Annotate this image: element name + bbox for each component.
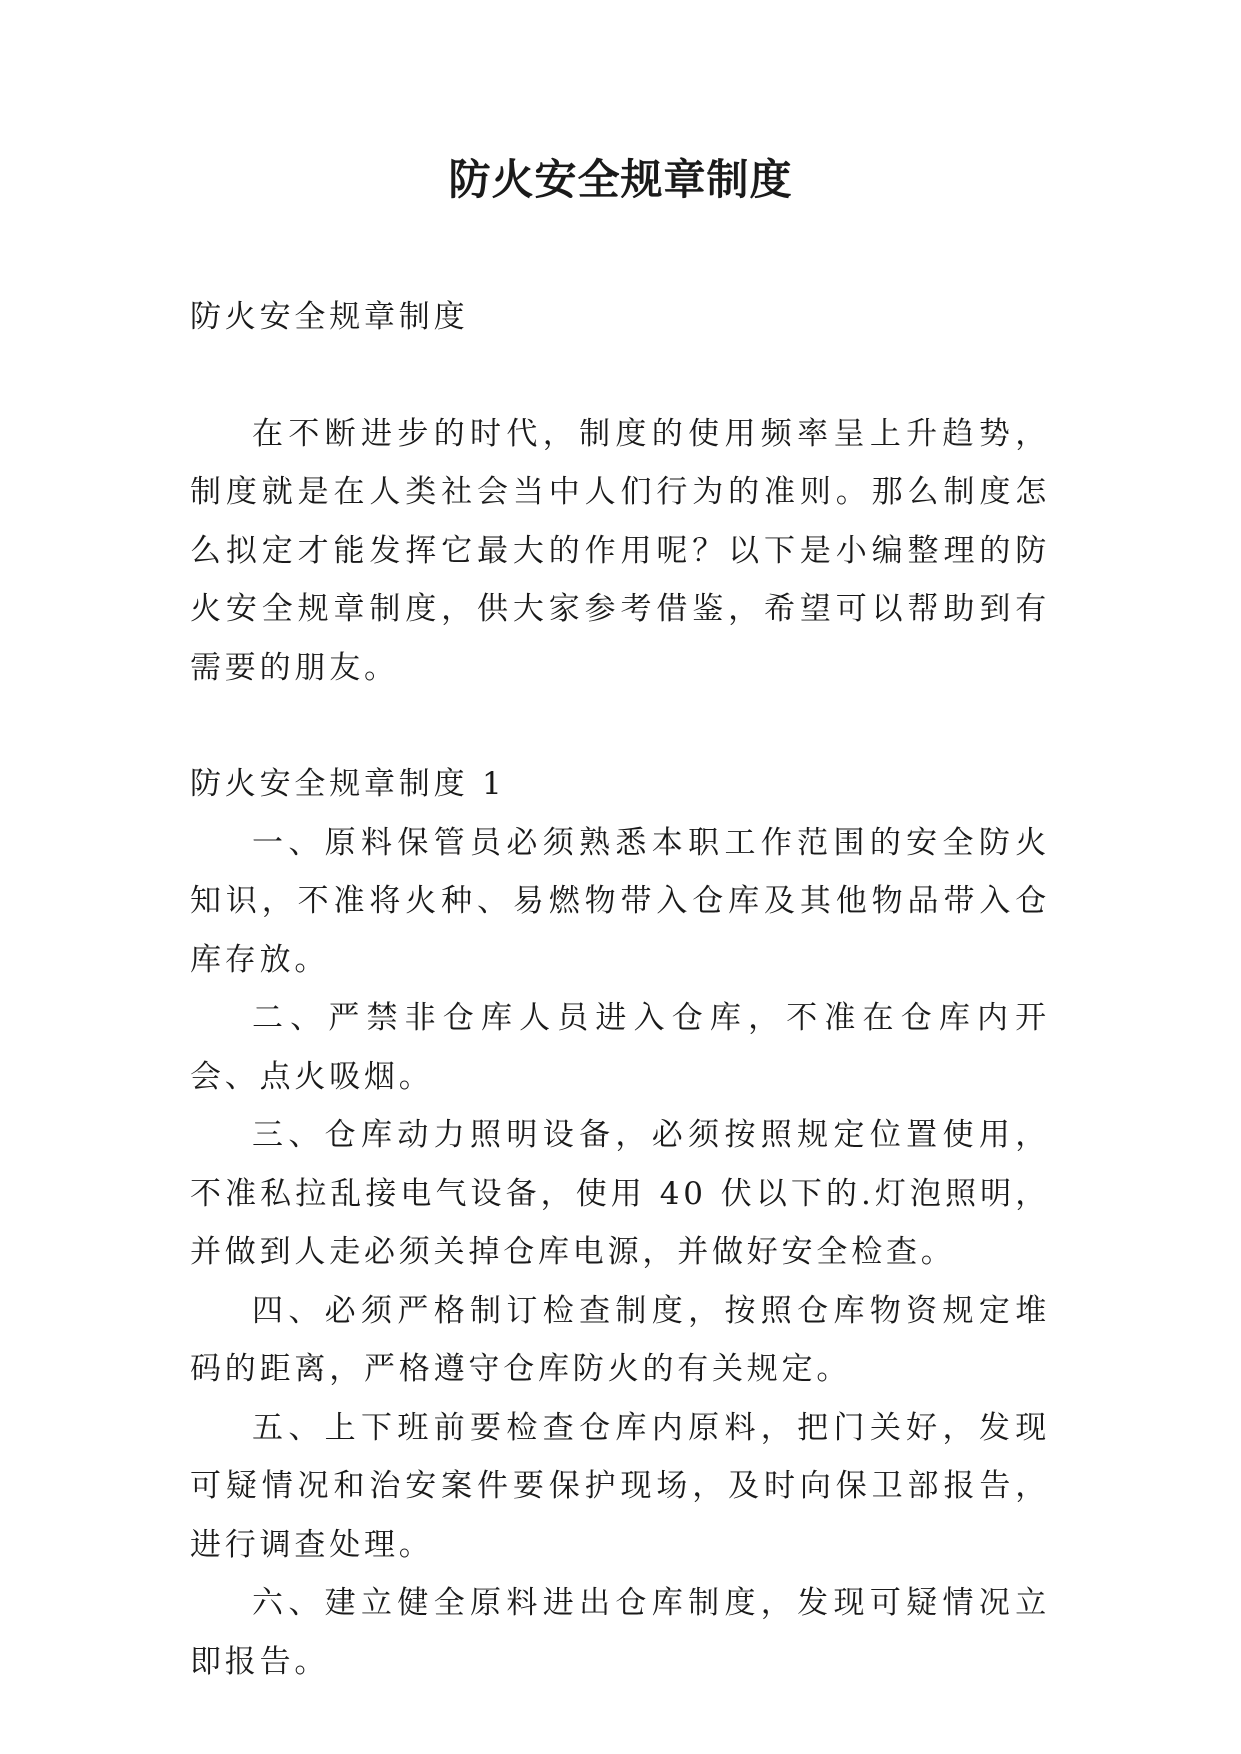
document-body [190,288,1050,1691]
document-subtitle: 防火安全规章制度 [190,299,469,335]
rule-item-3: 三、仓库动力照明设备，必须按照规定位置使用，不准私拉乱接电气设备，使用 40 伏以下的.灯泡照明，并做到人走必须关掉仓库电源，并做好安全检查。 [190,1117,1050,1270]
rule-item-5: 五、上下班前要检查仓库内原料，把门关好，发现可疑情况和治安案件要保护现场，及时向保卫部报告，进行调查处理。 [190,1409,1050,1563]
section-heading: 防火安全规章制度 1 [190,766,506,802]
document-title: 防火安全规章制度 [448,155,793,204]
rule-item-1: 一、原料保管员必须熟悉本职工作范围的安全防火知识，不准将火种、易燃物带入仓库及其他物品带入仓库存放。 [190,824,1050,978]
rule-item-6: 六、建立健全原料进出仓库制度，发现可疑情况立即报告。 [190,1585,1050,1680]
rule-item-2: 二、严禁非仓库人员进入仓库，不准在仓库内开会、点火吸烟。 [190,1000,1050,1095]
rule-item-4: 四、必须严格制订检查制度，按照仓库物资规定堆码的距离，严格遵守仓库防火的有关规定。 [190,1292,1050,1387]
intro-paragraph: 在不断进步的时代，制度的使用频率呈上升趋势，制度就是在人类社会当中人们行为的准则。那么制度怎么拟定才能发挥它最大的作用呢？以下是小编整理的防火安全规章制度，供大家参考借鉴，希望可以帮助到有需要的朋友。 [190,415,1050,686]
